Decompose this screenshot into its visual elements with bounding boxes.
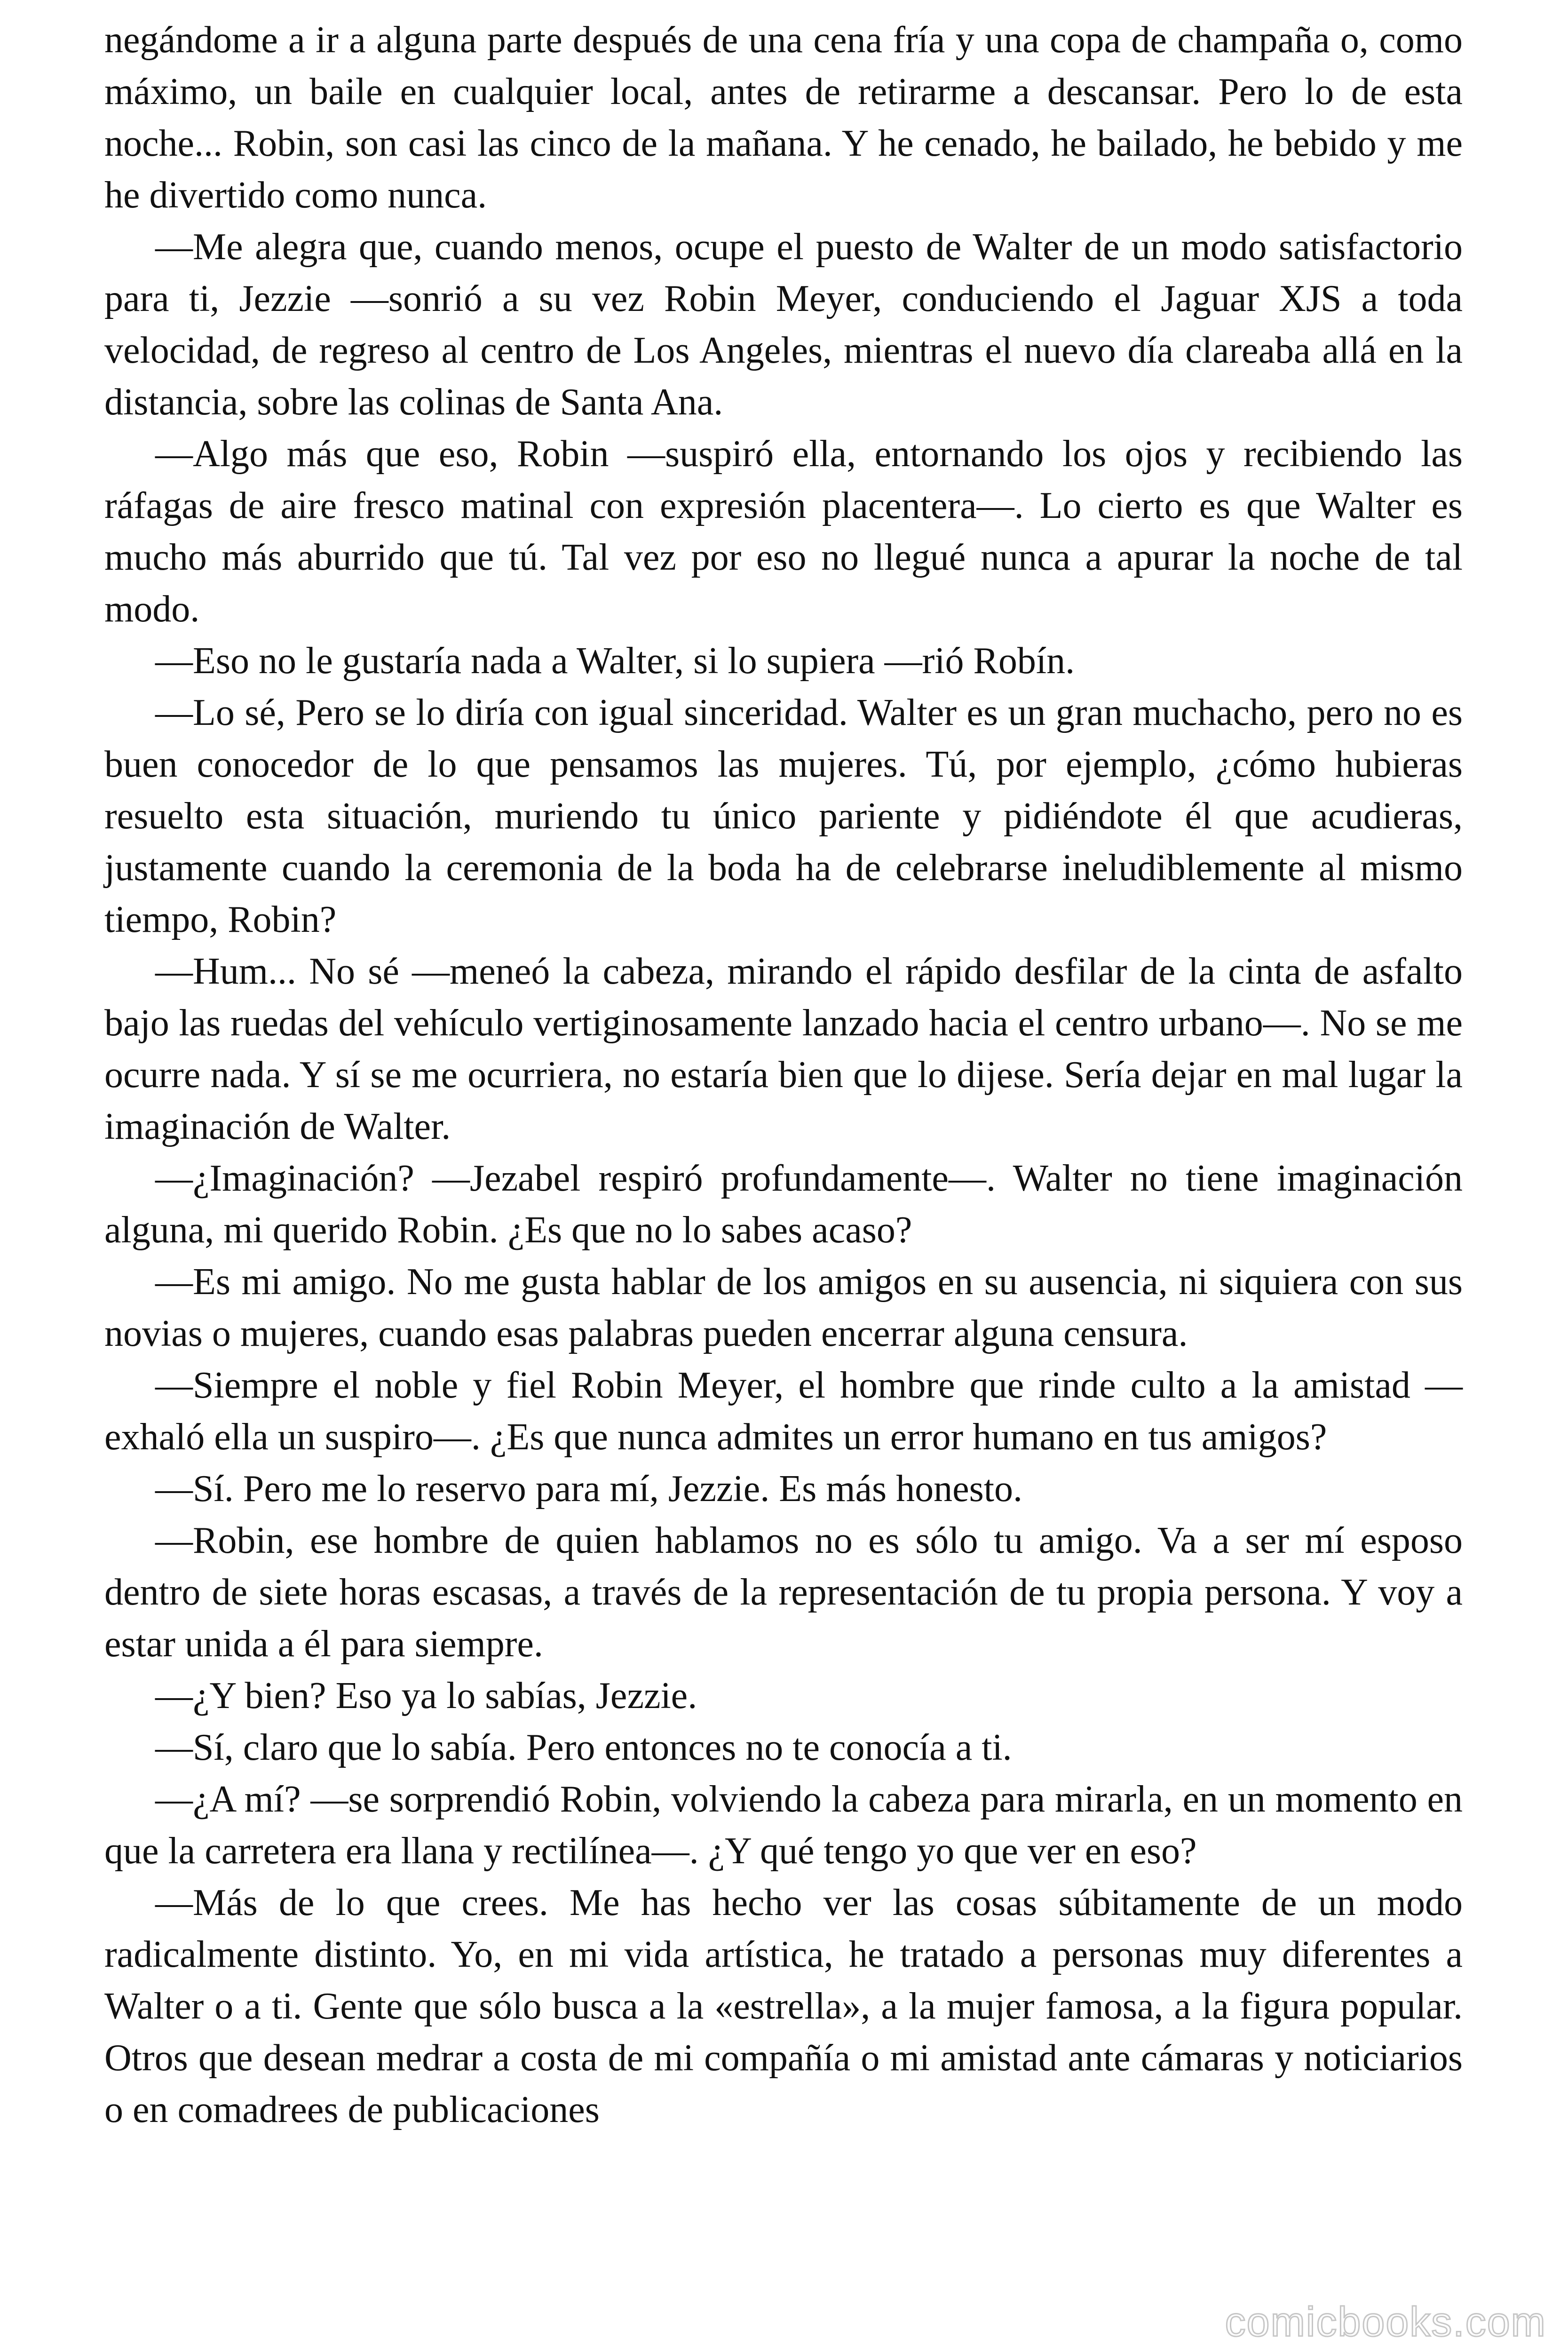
paragraph: —¿Y bien? Eso ya lo sabías, Jezzie. (155, 1675, 697, 1716)
paragraph: —Hum... No sé —meneó la cabeza, mirando el rápido desfilar de la cinta de asfalto bajo las ruedas del vehículo vertiginosamente lanzado hacia el centro urbano—. No se me ocurre nada. Y sí se me ocurriera, no estaría bien que lo dijese. Sería dejar en mal lugar la imaginación de Walter. (104, 951, 1463, 1147)
paragraph: —Robin, ese hombre de quien hablamos no es sólo tu amigo. Va a ser mí esposo dentro de siete horas escasas, a través de la representación de tu propia persona. Y voy a estar unida a él para siempre. (104, 1520, 1463, 1665)
paragraph: negándome a ir a alguna parte después de una cena fría y una copa de champaña o, como máximo, un baile en cualquier local, antes de retirarme a descansar. Pero lo de esta noche... Robin, son casi las cinco de la mañana. Y he cenado, he bailado, he bebido y me he divertido como nunca. (104, 19, 1463, 216)
paragraph: —Lo sé, Pero se lo diría con igual sinceridad. Walter es un gran muchacho, pero no es buen conocedor de lo que pensamos las mujeres. Tú, por ejemplo, ¿cómo hubieras resuelto esta situación, muriendo tu único pariente y pidiéndote él que acudieras, justamente cuando la ceremonia de la boda ha de celebrarse ineludiblemente al mismo tiempo, Robin? (104, 692, 1463, 940)
paragraph: —¿A mí? —se sorprendió Robin, volviendo la cabeza para mirarla, en un momento en que la carretera era llana y rectilínea—. ¿Y qué tengo yo que ver en eso? (104, 1779, 1463, 1872)
paragraph: —Me alegra que, cuando menos, ocupe el puesto de Walter de un modo satisfactorio para ti, Jezzie —sonrió a su vez Robin Meyer, conduciendo el Jaguar XJS a toda velocidad, de regreso al centro de Los Angeles, mientras el nuevo día clareaba allá en la distancia, sobre las colinas de Santa Ana. (104, 226, 1463, 423)
paragraph: —Es mi amigo. No me gusta hablar de los amigos en su ausencia, ni siquiera con sus novias o mujeres, cuando esas palabras pueden encerrar alguna censura. (104, 1261, 1463, 1354)
paragraph: —¿Imaginación? —Jezabel respiró profundamente—. Walter no tiene imaginación alguna, mi querido Robin. ¿Es que no lo sabes acaso? (104, 1158, 1463, 1251)
paragraph: —Eso no le gustaría nada a Walter, si lo supiera —rió Robín. (155, 640, 1075, 682)
paragraph: —Algo más que eso, Robin —suspiró ella, entornando los ojos y recibiendo las ráfagas de aire fresco matinal con expresión placentera—. Lo cierto es que Walter es mucho más aburrido que tú. Tal vez por eso no llegué nunca a apurar la noche de tal modo. (104, 433, 1463, 630)
paragraph: —Sí, claro que lo sabía. Pero entonces no te conocía a ti. (155, 1727, 1012, 1768)
page-text (104, 14, 1463, 2136)
paragraph: —Siempre el noble y fiel Robin Meyer, el hombre que rinde culto a la amistad —exhaló ella un suspiro—. ¿Es que nunca admites un error humano en tus amigos? (104, 1365, 1463, 1458)
watermark: comicbooks.com (1225, 2298, 1546, 2345)
paragraph: —Sí. Pero me lo reservo para mí, Jezzie. Es más honesto. (155, 1468, 1022, 1510)
paragraph: —Más de lo que crees. Me has hecho ver las cosas súbitamente de un modo radicalmente distinto. Yo, en mi vida artística, he tratado a personas muy diferentes a Walter o a ti. Gente que sólo busca a la «estrella», a la mujer famosa, a la figura popular. Otros que desean medrar a costa de mi compañía o mi amistad ante cámaras y noticiarios o en comadrees de publicaciones (104, 1882, 1463, 2130)
